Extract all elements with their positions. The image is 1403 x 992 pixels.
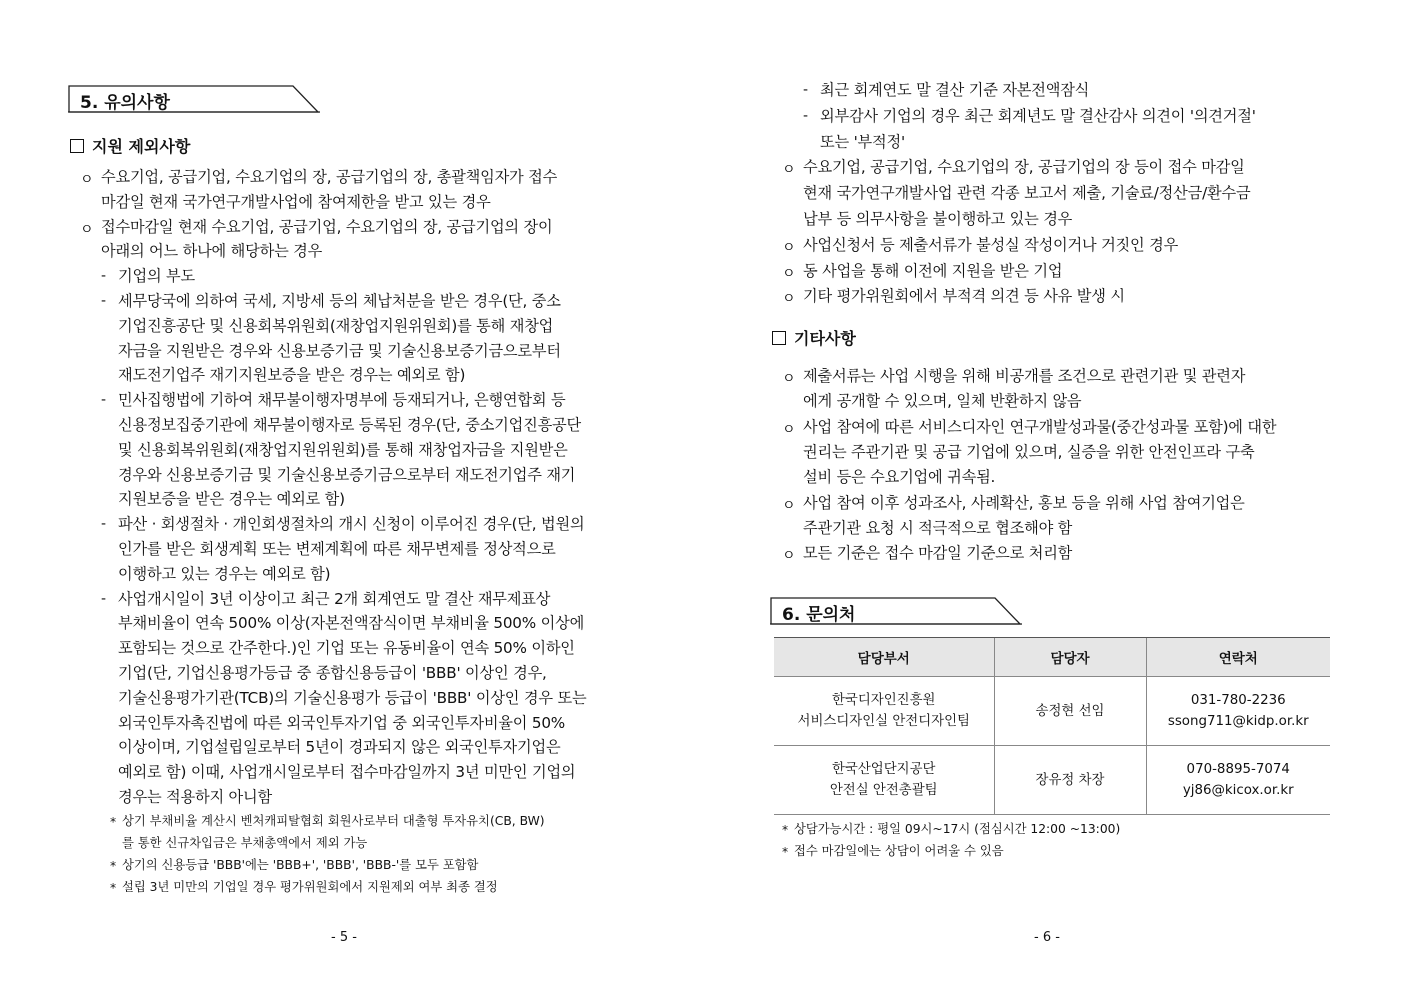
body-text-line: 사업 참여 이후 성과조사, 사례확산, 홍보 등을 위해 사업 참여기업은 (803, 493, 1245, 512)
body-text-line: 납부 등 의무사항을 불이행하고 있는 경우 (803, 210, 1073, 228)
bullet-icon: - (101, 293, 107, 309)
body-text-line: 이상이며, 기업설립일로부터 5년이 경과되지 않은 외국인투자기업은 (118, 738, 561, 757)
bullet-icon: ㅇ (782, 548, 796, 565)
body-text-line: 제출서류는 사업 시행을 위해 비공개를 조건으로 관련기관 및 관련자 (803, 367, 1246, 385)
bullet-icon: ㅇ (782, 371, 796, 387)
email-link[interactable]: yj86@kicox.or.kr (1182, 783, 1294, 798)
phone-number: 070-8895-7074 (1186, 762, 1290, 777)
body-text-line: 사업 참여에 따른 서비스디자인 연구개발성과물(중간성과물 포함)에 대한 (803, 417, 1277, 436)
body-text-line: 경우와 신용보증기금 및 기술신용보증기금으로부터 재도전기업주 재기 (118, 465, 576, 484)
bullet-icon: * (110, 881, 117, 895)
body-text-line: 기술신용평가기관(TCB)의 기술신용평가 등급이 'BBB' 이상인 경우 또는 (118, 688, 587, 707)
bullet-icon: * (110, 859, 117, 873)
contact-cell (1146, 677, 1330, 746)
column-header: 담당부서 (774, 638, 994, 677)
body-text-line: 아래의 어느 하나에 해당하는 경우 (101, 242, 323, 261)
body-text-line: 최근 회계연도 말 결산 기준 자본전액잠식 (820, 81, 1090, 99)
bullet-icon: ㅇ (782, 421, 796, 438)
bullet-icon: - (101, 268, 107, 285)
bullet-icon: * (110, 815, 117, 829)
bullet-icon: - (101, 516, 107, 533)
person-cell: 장유정 차장 (994, 746, 1146, 815)
bullet-icon: * (782, 845, 789, 859)
subsection-title-exclusions: 지원 제외사항 (70, 134, 190, 157)
dept-cell: 한국산업단지공단 안전실 안전총괄팀 (774, 746, 994, 815)
body-text-line: 및 신용회복위원회(재창업지원위원회)를 통해 재창업자금을 지원받은 (118, 440, 568, 459)
body-text-line: 또는 '부적정' (820, 132, 905, 151)
bullet-icon: - (101, 590, 107, 607)
subsection-title-other: 기타사항 (772, 326, 856, 349)
bullet-icon: ㅇ (80, 172, 94, 188)
body-text-line: 동 사업을 통해 이전에 지원을 받은 기업 (803, 261, 1063, 280)
contact-table (774, 637, 1330, 815)
section-title: 6. 문의처 (782, 605, 856, 625)
body-text-line: 파산 · 회생절차 · 개인회생절차의 개시 신청이 이루어진 경우(단, 법원의 (118, 515, 585, 534)
body-text-line: 재도전기업주 재기지원보증을 받은 경우는 예외로 함) (118, 366, 466, 385)
body-text-line: 기업(단, 기업신용평가등급 중 종합신용등급이 'BBB' 이상인 경우, (118, 664, 547, 682)
page-number: - 5 - (331, 930, 357, 945)
table-header-row (774, 638, 1330, 677)
body-text-line: 기타 평가위원회에서 부적격 의견 등 사유 발생 시 (803, 287, 1125, 306)
section-title: 5. 유의사항 (80, 93, 170, 113)
body-text-line: 부채비율이 연속 500% 이상(자본전액잠식이면 부채비율 500% 이상에 (118, 614, 585, 633)
contact-cell (1146, 746, 1330, 815)
body-text-line: 이행하고 있는 경우는 예외로 함) (118, 564, 331, 583)
body-text-line: 외부감사 기업의 경우 최근 회계년도 말 결산감사 의견이 '의견거절' (820, 106, 1256, 125)
square-bullet-icon (772, 331, 786, 345)
bullet-icon: - (803, 107, 809, 124)
body-text-line: 신용정보집중기관에 채무불이행자로 등록된 경우(단, 중소기업진흥공단 (118, 416, 581, 434)
body-text-line: 예외로 함) 이때, 사업개시일로부터 접수마감일까지 3년 미만인 기업의 (118, 763, 576, 782)
body-text-line: 인가를 받은 회생계획 또는 변제계획에 따른 채무변제를 정상적으로 (118, 540, 556, 558)
body-text-line: 권리는 주관기관 및 공급 기업에 있으며, 실증을 위한 안전인프라 구축 (803, 442, 1255, 461)
body-text-line: 세무당국에 의하여 국세, 지방세 등의 체납처분을 받은 경우(단, 중소 (118, 292, 561, 310)
bullet-icon: - (101, 392, 107, 409)
bullet-icon: ㅇ (782, 239, 796, 256)
footnote-text: 설립 3년 미만의 기업일 경우 평가위원회에서 지원제외 여부 최종 결정 (122, 880, 498, 894)
body-text-line: 기업의 부도 (118, 267, 195, 286)
column-header: 담당자 (994, 638, 1146, 677)
body-text-line: 수요기업, 공급기업, 수요기업의 장, 공급기업의 장, 총괄책임자가 접수 (101, 168, 558, 186)
footnote-text: 상담가능시간 : 평일 09시~17시 (점심시간 12:00 ~13:00) (794, 822, 1121, 836)
body-text-line: 주관기관 요청 시 적극적으로 협조해야 함 (803, 518, 1073, 537)
footnote-text: 를 통한 신규차입금은 부채총액에서 제외 가능 (122, 836, 368, 850)
body-text-line: 마감일 현재 국가연구개발사업에 참여제한을 받고 있는 경우 (101, 192, 491, 211)
person-cell: 송정현 선임 (994, 677, 1146, 746)
dept-cell: 한국디자인진흥원 서비스디자인실 안전디자인팀 (774, 677, 994, 746)
body-text-line: 민사집행법에 기하여 채무불이행자명부에 등재되거나, 은행연합회 등 (118, 391, 566, 410)
body-text-line: 자금을 지원받은 경우와 신용보증기금 및 기술신용보증기금으로부터 (118, 341, 561, 360)
footnote-text: 상기의 신용등급 'BBB'에는 'BBB+', 'BBB', 'BBB-'를 모두 포함함 (122, 858, 479, 872)
bullet-icon: ㅇ (782, 162, 796, 179)
body-text-line: 수요기업, 공급기업, 수요기업의 장, 공급기업의 장 등이 접수 마감일 (803, 158, 1245, 177)
phone-number: 031-780-2236 (1190, 693, 1286, 708)
column-header: 연락처 (1146, 638, 1330, 677)
body-text-line: 경우는 적용하지 아니함 (118, 788, 272, 806)
body-text-line: 접수마감일 현재 수요기업, 공급기업, 수요기업의 장, 공급기업의 장이 (101, 217, 553, 236)
body-text-line: 모든 기준은 접수 마감일 기준으로 처리함 (803, 544, 1073, 563)
bullet-icon: ㅇ (80, 221, 94, 238)
body-text-line: 외국인투자촉진법에 따른 외국인투자기업 중 외국인투자비율이 50% (118, 713, 566, 732)
email-link[interactable]: ssong711@kidp.or.kr (1167, 714, 1309, 729)
body-text-line: 사업신청서 등 제출서류가 불성실 작성이거나 거짓인 경우 (803, 235, 1179, 254)
page-number: - 6 - (1034, 930, 1060, 945)
body-text-line: 포함되는 것으로 간주한다.)인 기업 또는 유동비율이 연속 50% 이하인 (118, 639, 575, 658)
table-row (774, 746, 1330, 815)
body-text-line: 현재 국가연구개발사업 관련 각종 보고서 제출, 기술료/정산금/환수금 (803, 184, 1251, 203)
bullet-icon: ㅇ (782, 291, 796, 308)
bullet-icon: ㅇ (782, 265, 796, 282)
bullet-icon: ㅇ (782, 497, 796, 514)
table-row (774, 677, 1330, 746)
footnote-text: 접수 마감일에는 상담이 어려울 수 있음 (794, 844, 1004, 858)
bullet-icon: - (803, 82, 809, 98)
body-text-line: 지원보증을 받은 경우는 예외로 함) (118, 490, 345, 509)
body-text-line: 설비 등은 수요기업에 귀속됨. (803, 468, 996, 487)
body-text-line: 에게 공개할 수 있으며, 일체 반환하지 않음 (803, 392, 1082, 411)
square-bullet-icon (70, 139, 84, 153)
body-text-line: 기업진흥공단 및 신용회복위원회(재창업지원위원회)를 통해 재창업 (118, 316, 554, 335)
footnote-text: 상기 부채비율 계산시 벤처캐피탈협회 회원사로부터 대출형 투자유치(CB, BW) (122, 814, 545, 828)
bullet-icon: * (782, 823, 789, 837)
body-text-line: 사업개시일이 3년 이상이고 최근 2개 회계연도 말 결산 재무제표상 (118, 589, 551, 608)
